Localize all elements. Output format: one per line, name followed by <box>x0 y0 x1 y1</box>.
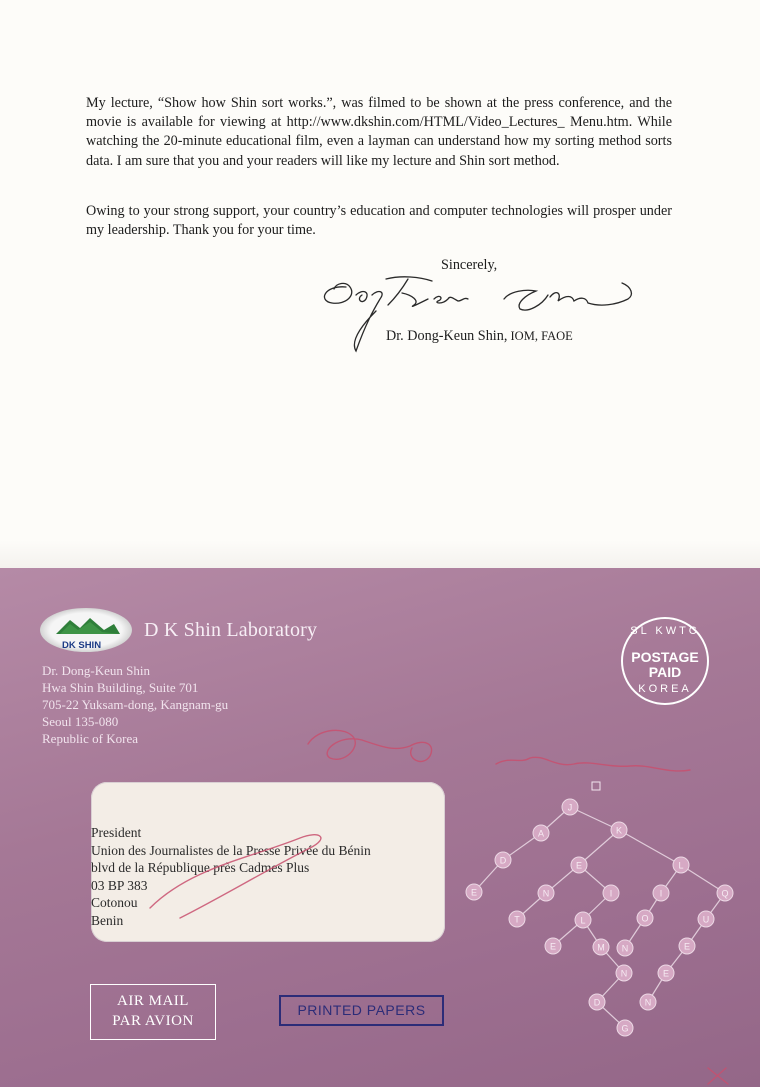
tree-node <box>533 825 549 841</box>
svg-text:M: M <box>597 942 605 953</box>
return-address-line: Seoul 135-080 <box>42 714 119 729</box>
svg-text:D: D <box>593 997 601 1008</box>
recipient-line: Union des Journalistes de la Presse Privée du Bénin <box>91 842 371 858</box>
tree-node <box>509 911 525 927</box>
svg-text:N: N <box>620 968 628 979</box>
return-address-line: Dr. Dong-Keun Shin <box>42 663 150 678</box>
letter-fold-shadow <box>0 540 760 568</box>
tree-node <box>616 965 632 981</box>
svg-text:G: G <box>621 1023 629 1034</box>
svg-text:I: I <box>659 888 663 899</box>
signer-name-text: Dr. Dong-Keun Shin, <box>386 328 508 344</box>
par-avion-text: PAR AVION <box>112 1013 194 1029</box>
recipient-line: President <box>91 825 142 840</box>
tree-node <box>640 994 656 1010</box>
tree-node <box>538 885 554 901</box>
postage-bottom-text: KOREA <box>638 683 692 695</box>
recipient-line: Benin <box>91 912 124 928</box>
envelope <box>0 568 760 1087</box>
svg-text:U: U <box>702 914 710 925</box>
tree-node <box>653 885 669 901</box>
tree-node <box>466 884 482 900</box>
tree-node <box>679 938 695 954</box>
printed-papers-stamp: PRINTED PAPERS <box>279 995 444 1026</box>
tree-node <box>658 965 674 981</box>
tree-node <box>562 799 578 815</box>
svg-text:N: N <box>621 943 629 954</box>
tree-node <box>545 938 561 954</box>
tree-node <box>593 939 609 955</box>
tree-node <box>603 885 619 901</box>
recipient-line: blvd de la République près Cadmes Plus <box>91 860 310 875</box>
return-address-line: 705-22 Yuksam-dong, Kangnam-gu <box>42 697 229 712</box>
svg-text:E: E <box>683 941 691 952</box>
postage-line-2: PAID <box>648 664 682 680</box>
svg-text:I: I <box>609 888 613 899</box>
svg-text:D: D <box>499 855 507 866</box>
recipient-address <box>91 824 371 929</box>
tree-node <box>617 940 633 956</box>
tree-node <box>575 912 591 928</box>
tree-root-marker <box>592 782 600 790</box>
recipient-line: Cotonou <box>91 895 138 910</box>
tree-node <box>495 852 511 868</box>
tree-node <box>571 857 587 873</box>
svg-text:A: A <box>537 828 545 839</box>
postage-line-1: POSTAGE <box>631 649 699 665</box>
svg-text:E: E <box>575 860 583 871</box>
svg-text:O: O <box>641 913 649 924</box>
svg-text:N: N <box>644 997 652 1008</box>
tree-node <box>673 857 689 873</box>
svg-text:T: T <box>514 914 520 925</box>
tree-node <box>698 911 714 927</box>
postage-top-text: SL KWTC <box>630 625 700 637</box>
svg-text:J: J <box>567 802 573 813</box>
svg-text:L: L <box>580 915 586 926</box>
return-address-line: Hwa Shin Building, Suite 701 <box>42 680 199 695</box>
letter-paragraph-2: Owing to your strong support, your country’s education and computer technologies will prosper under my leadership. Thank you for your time. <box>86 203 672 239</box>
tree-node <box>589 994 605 1010</box>
tree-node <box>717 885 733 901</box>
logo-text: DK SHIN <box>62 640 102 651</box>
air-mail-text: AIR MAIL <box>117 993 189 1009</box>
svg-text:K: K <box>615 825 623 836</box>
signer-name <box>386 328 573 345</box>
air-mail-label <box>90 984 216 1040</box>
signer-suffix: IOM, FAOE <box>507 329 573 343</box>
svg-text:N: N <box>542 888 550 899</box>
tree-node <box>637 910 653 926</box>
tree-edge <box>619 830 681 865</box>
tree-node <box>617 1020 633 1036</box>
svg-text:L: L <box>678 860 684 871</box>
svg-text:E: E <box>662 968 670 979</box>
letter-closing: Sincerely, <box>441 257 498 273</box>
return-address-line: Republic of Korea <box>42 731 139 746</box>
company-name: D K Shin Laboratory <box>144 619 318 641</box>
recipient-line: 03 BP 383 <box>91 877 148 893</box>
svg-text:E: E <box>470 887 478 898</box>
tree-node <box>611 822 627 838</box>
svg-text:Q: Q <box>721 888 729 899</box>
svg-text:E: E <box>549 941 557 952</box>
letter-paragraph-1: My lecture, “Show how Shin sort works.”, was filmed to be shown at the press conference, and the movie is available for viewing at http://www.dkshin.com/HTML/Video_Lectures_ Menu.htm. While watching the 20-minute educational film, even a layman can understand how my sorting method sorts data. I am sure that you and your readers will like my lecture and Shin sort method. <box>86 95 672 169</box>
